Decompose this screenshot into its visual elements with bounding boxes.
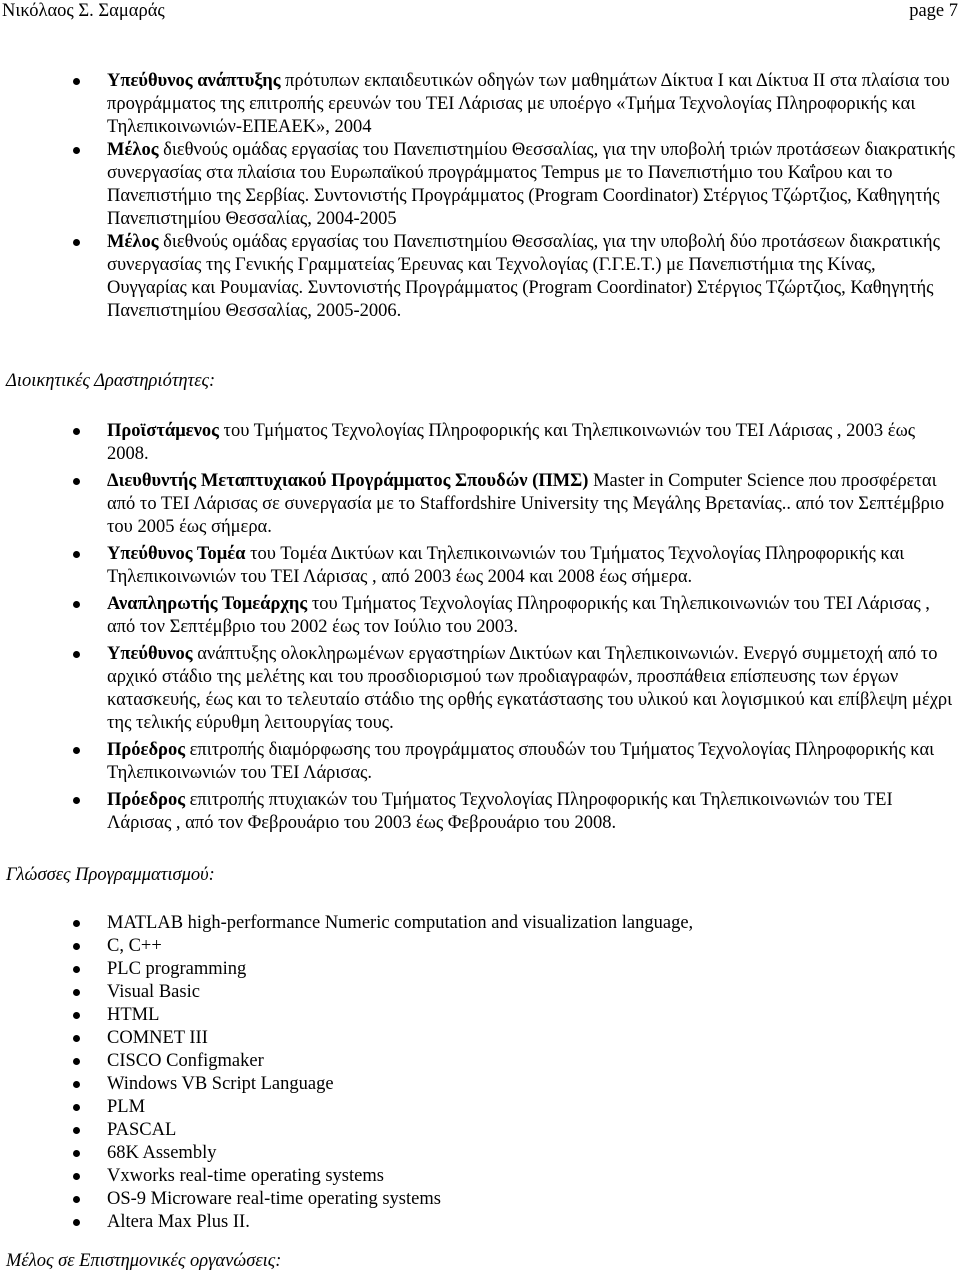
list-item bbox=[0, 543, 959, 589]
memberships-heading: Μέλος σε Επιστημονικές οργανώσεις: bbox=[6, 1251, 282, 1271]
list-item bbox=[0, 231, 959, 323]
item-lead: Υπεύθυνος Τομέα bbox=[107, 544, 246, 564]
item-lead: Πρόεδρος bbox=[107, 740, 186, 760]
admin-list bbox=[0, 420, 959, 839]
item-lead: Πρόεδρος bbox=[107, 790, 186, 810]
author-name: Νικόλαος Σ. Σαμαράς bbox=[2, 1, 165, 21]
list-item bbox=[0, 593, 959, 639]
item-lead: Υπεύθυνος bbox=[107, 644, 193, 664]
item-text: του Τμήματος Τεχνολογίας Πληροφορικής και Τηλεπικοινωνιών του ΤΕΙ Λάρισας , από τον Σεπτέμβριο του 2002 έως τον Ιούλιο του 2003. bbox=[107, 594, 930, 637]
item-lead: Αναπληρωτής Τομεάρχης bbox=[107, 594, 308, 614]
list-item bbox=[0, 420, 959, 466]
list-item bbox=[0, 70, 959, 139]
list-item: HTML bbox=[0, 1004, 959, 1027]
list-item: PLC programming bbox=[0, 958, 959, 981]
list-item: CISCO Configmaker bbox=[0, 1050, 959, 1073]
item-lead: Μέλος bbox=[107, 140, 159, 160]
item-text: επιτροπής πτυχιακών του Τμήματος Τεχνολογίας Πληροφορικής και Τηλεπικοινωνιών του ΤΕΙ Λάρισας , από τον Φεβρουάριο του 2003 έως Φεβρουάριο του 2008. bbox=[107, 790, 893, 833]
item-text: ανάπτυξης ολοκληρωμένων εργαστηρίων Δικτύων και Τηλεπικοινωνιών. Ενεργό συμμετοχή από το αρχικό στάδιο της μελέτης και του προσδιορισμού των προδιαγραφών, προσπάθεια επίσπευσης των έργων κατασκευής, έως και το τελευταίο στάδιο της ορθής εγκατάστασης του υλικού και λογισμικού και επίβλεψη μέχρι της τελικής εύρυθμη λειτουργίας τους. bbox=[107, 644, 953, 733]
item-text: διεθνούς ομάδας εργασίας του Πανεπιστημίου Θεσσαλίας, για την υποβολή τριών προτάσεων διακρατικής συνεργασίας στα πλαίσια του Ευρωπαϊκού προγράμματος Tempus με το Πανεπιστήμιο του Καΐρου και το Πανεπιστήμιο της Σερβίας. Συντονιστής Προγράμματος (Program Coordinator) Στέργιος Τζώρτζιος, Καθηγητής Πανεπιστημίου Θεσσαλίας, 2004-2005 bbox=[107, 140, 955, 229]
list-item bbox=[0, 739, 959, 785]
list-item bbox=[0, 139, 959, 231]
item-text: πρότυπων εκπαιδευτικών οδηγών των μαθημάτων Δίκτυα Ι και Δίκτυα ΙΙ στα πλαίσια του προγράμματος της επιτροπής ερευνών του ΤΕΙ Λάρισας με υποέργο «Τμήμα Τεχνολογίας Πληροφορικής και Τηλεπικοινωνιών-ΕΠΕΑΕΚ», 2004 bbox=[107, 71, 950, 137]
item-lead: Υπεύθυνος ανάπτυξης bbox=[107, 71, 281, 91]
list-item bbox=[0, 789, 959, 835]
activities-list bbox=[0, 70, 959, 323]
page-number: page 7 bbox=[909, 1, 958, 21]
item-text: επιτροπής διαμόρφωσης του προγράμματος σπουδών του Τμήματος Τεχνολογίας Πληροφορικής και Τηλεπικοινωνιών του ΤΕΙ Λάρισας. bbox=[107, 740, 935, 783]
item-text: Master in Computer Science που προσφέρεται από το ΤΕΙ Λάρισας σε συνεργασία με το Staffordshire University της Μεγάλης Βρετανίας.. από τον Σεπτέμβριο του 2005 έως σήμερα. bbox=[107, 471, 945, 537]
list-item: Visual Basic bbox=[0, 981, 959, 1004]
item-lead: Μέλος bbox=[107, 232, 159, 252]
list-item: Vxworks real-time operating systems bbox=[0, 1165, 959, 1188]
languages-heading: Γλώσσες Προγραμματισμού: bbox=[6, 865, 215, 885]
item-text: του Τομέα Δικτύων και Τηλεπικοινωνιών του Τμήματος Τεχνολογίας Πληροφορικής και Τηλεπικοινωνιών του ΤΕΙ Λάρισας , από 2003 έως 2004 και 2008 έως σήμερα. bbox=[107, 544, 905, 587]
list-item bbox=[0, 470, 959, 539]
list-item: C, C++ bbox=[0, 935, 959, 958]
list-item: OS-9 Microware real-time operating systems bbox=[0, 1188, 959, 1211]
list-item: Altera Max Plus II. bbox=[0, 1211, 959, 1234]
admin-heading: Διοικητικές Δραστηριότητες: bbox=[6, 371, 216, 391]
list-item: PASCAL bbox=[0, 1119, 959, 1142]
languages-list bbox=[0, 912, 959, 1234]
list-item: Windows VB Script Language bbox=[0, 1073, 959, 1096]
item-lead: Διευθυντής Μεταπτυχιακού Προγράμματος Σπουδών (ΠΜΣ) bbox=[107, 471, 589, 491]
item-text: του Τμήματος Τεχνολογίας Πληροφορικής και Τηλεπικοινωνιών του ΤΕΙ Λάρισας , 2003 έως 2008. bbox=[107, 421, 916, 464]
list-item bbox=[0, 643, 959, 735]
page-header bbox=[0, 0, 960, 23]
item-lead: Προϊστάμενος bbox=[107, 421, 219, 441]
list-item: 68K Assembly bbox=[0, 1142, 959, 1165]
list-item: PLM bbox=[0, 1096, 959, 1119]
list-item: MATLAB high-performance Numeric computation and visualization language, bbox=[0, 912, 959, 935]
list-item: COMNET III bbox=[0, 1027, 959, 1050]
item-text: διεθνούς ομάδας εργασίας του Πανεπιστημίου Θεσσαλίας, για την υποβολή δύο προτάσεων διακρατικής συνεργασίας της Γενικής Γραμματείας Έρευνας και Τεχνολογίας (Γ.Γ.Ε.Τ.) με Πανεπιστήμια της Κίνας, Ουγγαρίας και Ρουμανίας. Συντονιστής Προγράμματος (Program Coordinator) Στέργιος Τζώρτζιος, Καθηγητής Πανεπιστημίου Θεσσαλίας, 2005-2006. bbox=[107, 232, 940, 321]
